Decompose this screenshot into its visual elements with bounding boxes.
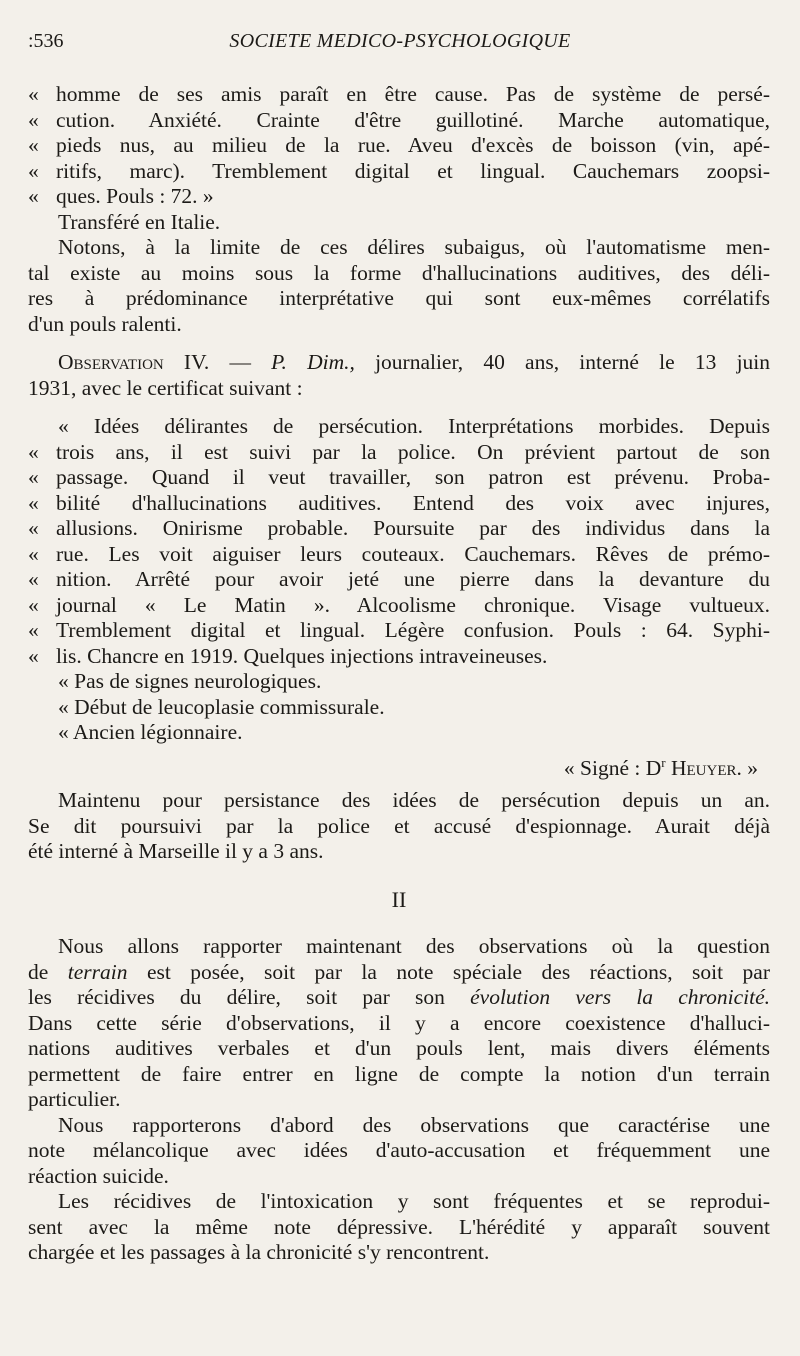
quote-line: « ques. Pouls : 72. » — [28, 184, 214, 208]
certificate-notes: « Pas de signes neurologiques. « Début de leucoplasie commissurale. « Ancien légionnaire. — [58, 669, 385, 744]
transfer-line: Transféré en Italie. — [58, 209, 221, 234]
page-header — [0, 30, 800, 64]
quote-line: « ritifs, marc). Tremblement digital et lingual. Cauchemars zoopsi- — [28, 158, 770, 183]
quote-line: « homme de ses amis paraît en être cause. Pas de système de persé- — [28, 82, 770, 106]
paragraph-5: Les récidives de l'intoxication y sont fréquentes et se reprodui- sent avec la même note dépressive. L'hérédité y apparaît souvent chargée et les passages à la chronicité s'y rencontrent. — [28, 1189, 770, 1264]
paragraph-2: Maintenu pour persistance des idées de persécution depuis un an. Se dit poursuivi par la police et accusé d'espionnage. Aurait déjà été interné à Marseille il y a 3 ans. — [28, 788, 770, 863]
page-number: :536 — [28, 30, 64, 52]
paragraph-4: Nous rapporterons d'abord des observations que caractérise une note mélancolique avec idées d'auto-accusation et fréquemment une réaction suicide. — [28, 1112, 770, 1188]
page-body — [28, 82, 770, 1266]
quote-line: « cution. Anxiété. Crainte d'être guillotiné. Marche automatique, — [28, 107, 770, 132]
paragraph-1: Notons, à la limite de ces délires subaigus, où l'automatisme men- tal existe au moins sous la forme d'hallucinations auditives, des déli- res à prédominance interprétative qui sont eux-mêmes corrélatifs d'un pouls ralenti. — [28, 235, 770, 336]
running-title: SOCIETE MEDICO-PSYCHOLOGIQUE — [229, 30, 571, 52]
observation-label: Observation IV. — [58, 350, 210, 374]
section-number: II — [391, 886, 407, 912]
signature: « Signé : $D^r$ Heuyer. » — [563, 754, 758, 780]
quote-block-1 — [28, 82, 770, 210]
patient-name: P. Dim., — [271, 350, 355, 374]
quote-line: « pieds nus, au milieu de la rue. Aveu d'excès de boisson (vin, apé- — [28, 133, 770, 157]
observation-heading: Observation IV. — P. Dim., journalier, 40 ans, interné le 13 juin 1931, avec le certificat suivant : — [28, 350, 771, 400]
paragraph-3: Nous allons rapporter maintenant des observations où la question de terrain est posée, soit par la note spéciale des réactions, soit par les récidives du délire, soit par son évolution vers la chronicité. Dans cette série d'observations, il y a encore coexistence d'halluci- nations auditives verbales et d'un pouls lent, mais divers éléments permettent de faire entrer en ligne de compte la notion d'un terrain particulier. — [28, 934, 771, 1111]
certificate-quote: « Idées délirantes de persécution. Interprétations morbides. Depuis « trois ans, il est suivi par la police. On prévient partout de son « passage. Quand il veut travailler, son patron est prévenu. Proba- « bilité d'hallucinations auditives. Entend des voix avec injures, « allusions. Onirisme probable. Poursuite par des individus dans la « rue. Les voit aiguiser leurs couteaux. Cauchemars. Rêves de prémo- « nition. Arrêté pour avoir jeté une pierre dans la devanture du « journal « Le Matin ». Alcoolisme chronique. Visage vultueux. « Tremblement digital et lingual. Légère confusion. Pouls : 64. Syphi- « lis. Chancre en 1919. Quelques injections intraveineuses. — [28, 414, 770, 668]
